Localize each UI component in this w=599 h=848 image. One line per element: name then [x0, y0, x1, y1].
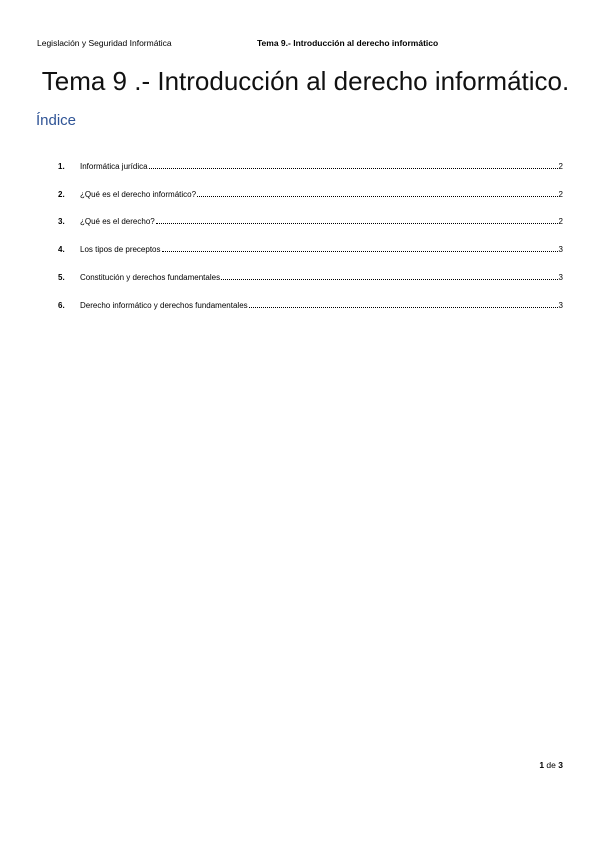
header-subject: Legislación y Seguridad Informática: [37, 38, 172, 48]
header-topic: Tema 9.- Introducción al derecho informático: [257, 38, 439, 48]
toc-entry-link[interactable]: Derecho informático y derechos fundamentales: [80, 300, 248, 310]
page-separator: de: [546, 760, 556, 770]
toc-dot-leader: [221, 279, 557, 280]
total-page-count: 3: [558, 760, 563, 770]
document-title: Tema 9 .- Introducción al derecho informático.: [41, 66, 570, 96]
toc-dot-leader: [162, 251, 558, 252]
toc-entry-number: 6.: [58, 300, 65, 310]
toc-entry-page: 2: [558, 189, 563, 199]
toc-entry-link[interactable]: Informática jurídica: [80, 161, 148, 171]
toc-entry-page: 2: [558, 161, 563, 171]
toc-entry-page: 3: [558, 272, 563, 282]
toc-entry-number: 2.: [58, 189, 65, 199]
toc-entry-link[interactable]: ¿Qué es el derecho?: [80, 217, 155, 227]
toc-entry[interactable]: [58, 145, 563, 173]
toc-entry-page: 3: [558, 245, 563, 255]
page-number-footer: [0, 760, 563, 770]
toc-entry-link[interactable]: Los tipos de preceptos: [80, 245, 161, 255]
toc-entry-link[interactable]: ¿Qué es el derecho informático?: [80, 189, 197, 199]
toc-entry-link[interactable]: Constitución y derechos fundamentales: [80, 272, 221, 282]
current-page-number: 1: [539, 760, 545, 770]
toc-dot-leader: [156, 223, 558, 224]
toc-entry-number: 5.: [58, 272, 65, 282]
toc-entry[interactable]: [58, 284, 563, 312]
toc-entry[interactable]: [58, 201, 563, 229]
toc-entry[interactable]: [58, 173, 563, 201]
toc-entry-number: 3.: [58, 217, 65, 227]
table-of-contents: [58, 145, 563, 312]
toc-entry-number: 1.: [58, 161, 65, 171]
toc-heading: Índice: [36, 112, 77, 129]
toc-entry-number: 4.: [58, 245, 65, 255]
toc-dot-leader: [149, 168, 558, 169]
toc-entry[interactable]: [58, 256, 563, 284]
toc-entry[interactable]: [58, 228, 563, 256]
toc-dot-leader: [197, 196, 557, 197]
toc-entry-page: 2: [558, 217, 563, 227]
toc-entry-page: 3: [558, 300, 563, 310]
toc-dot-leader: [249, 307, 558, 308]
